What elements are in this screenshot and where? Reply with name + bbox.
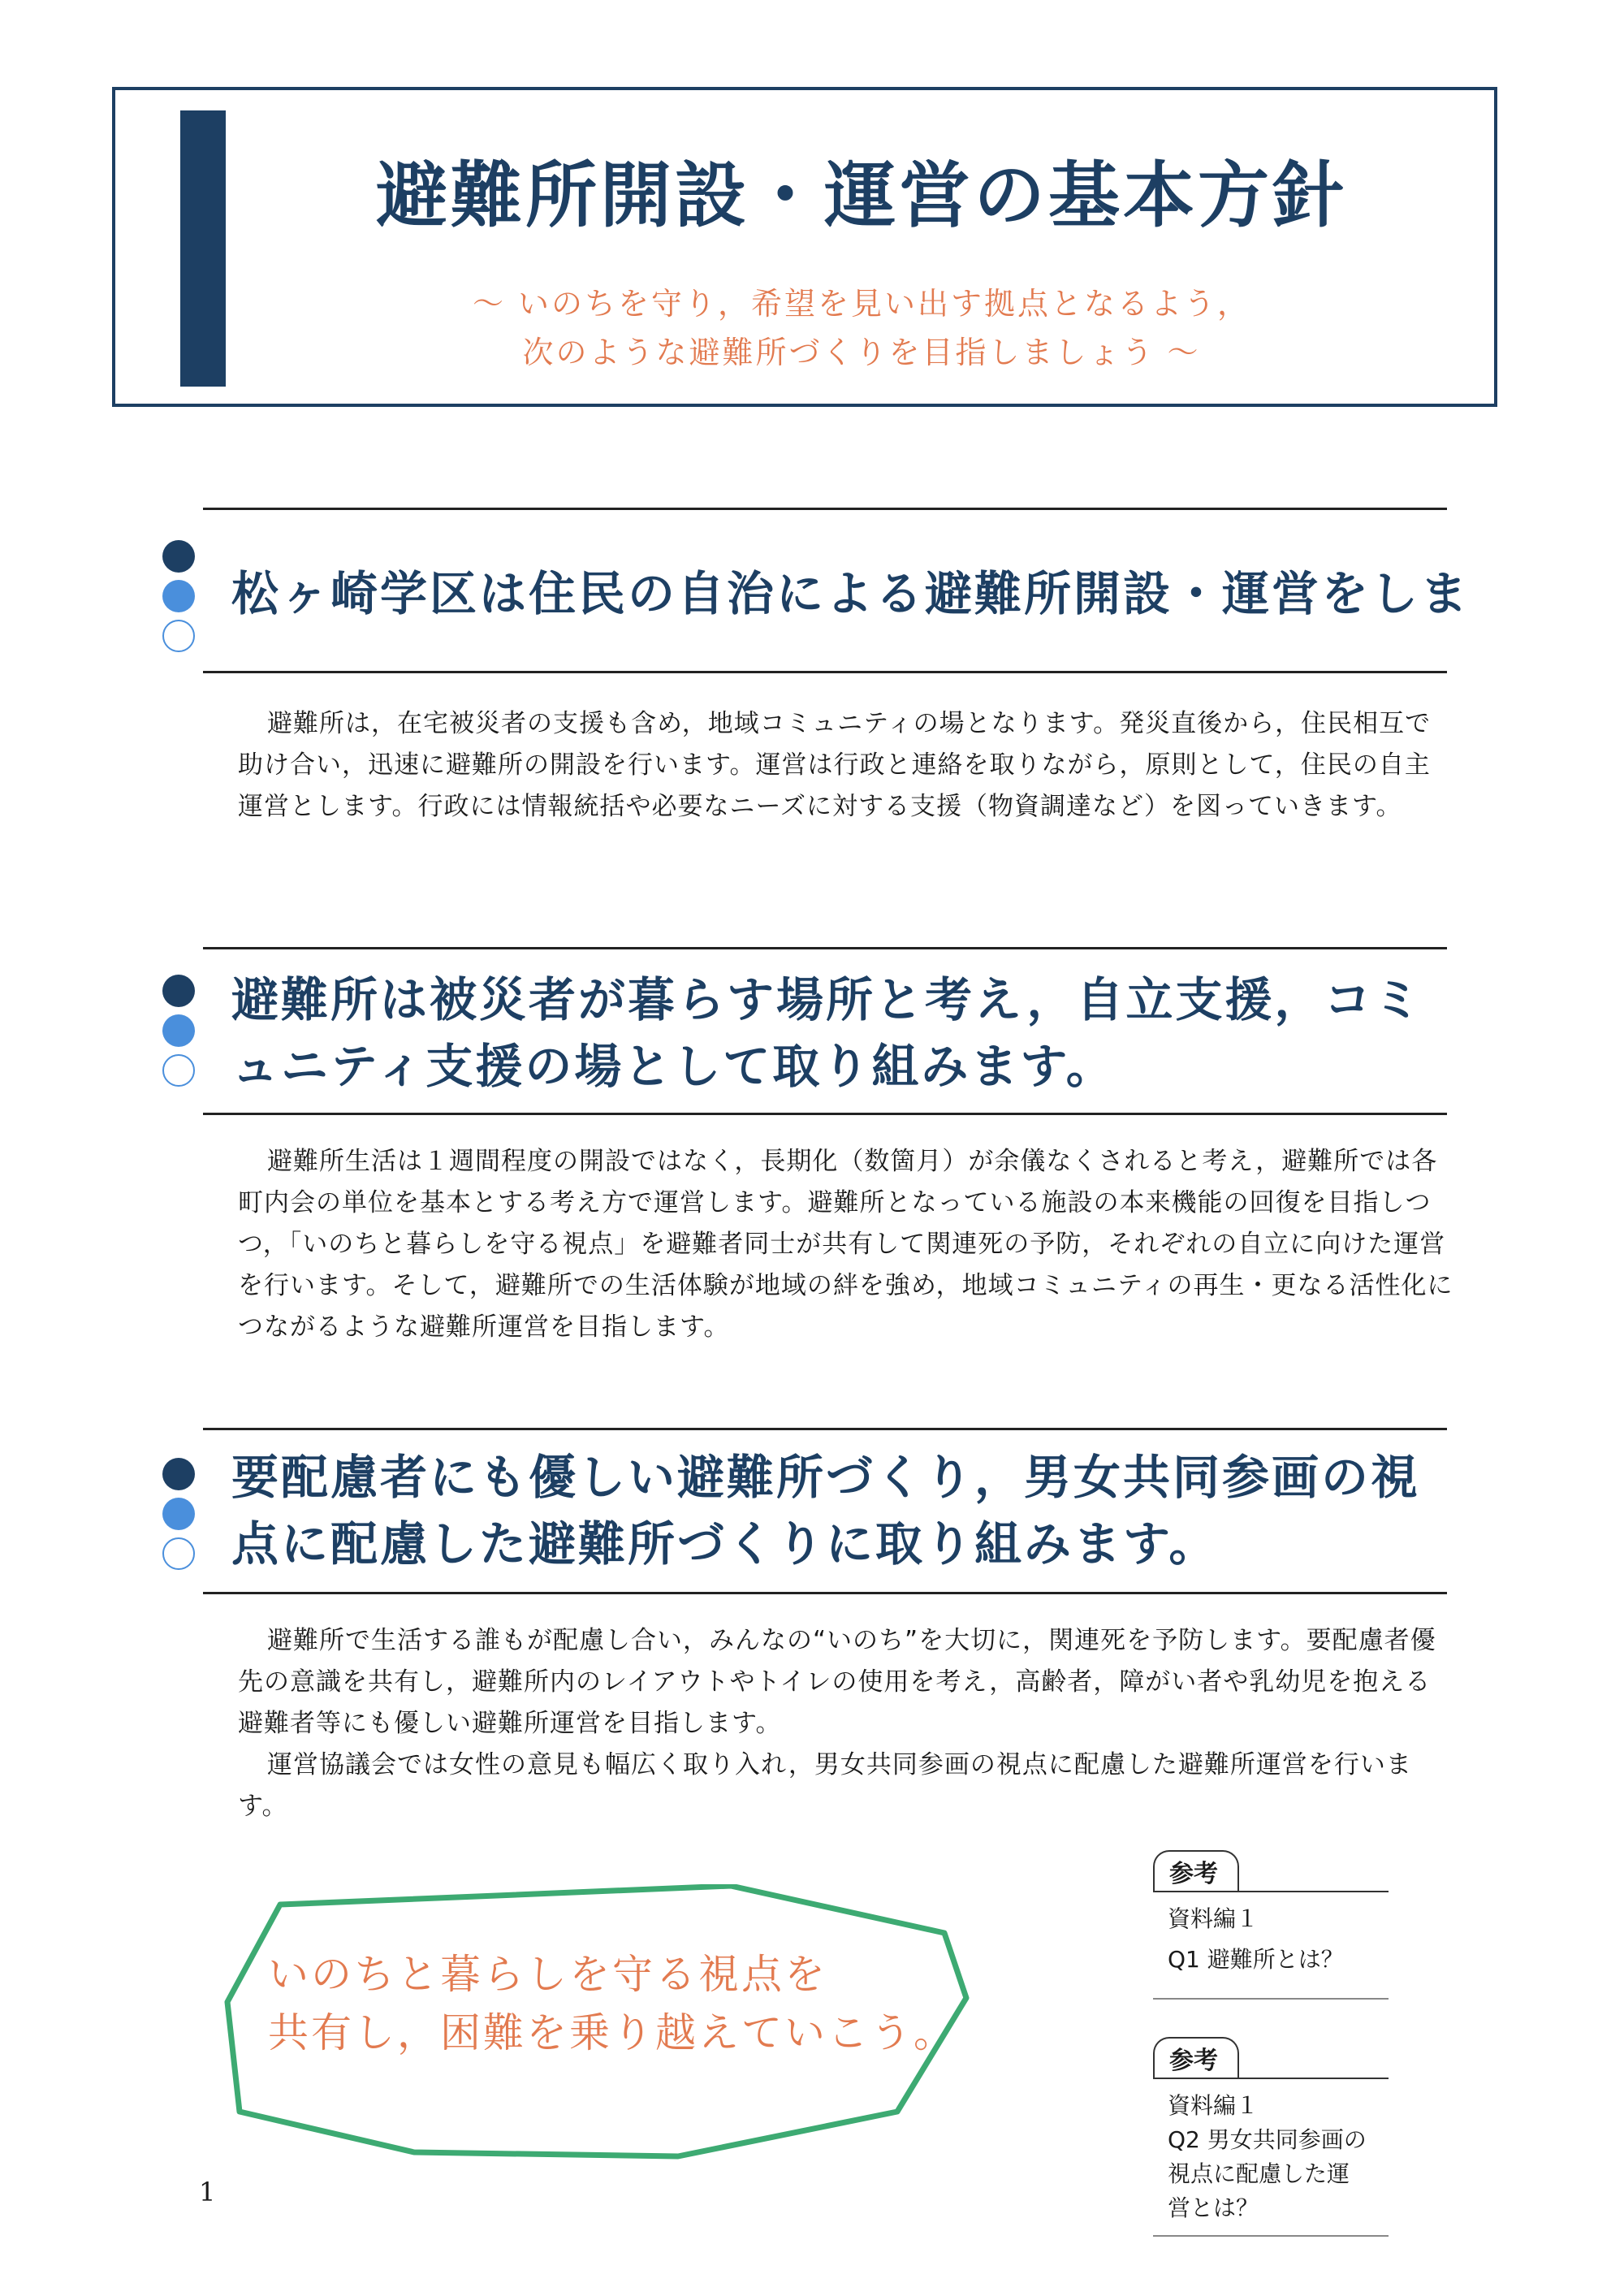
section-3-paragraph-2: 運営協議会では女性の意見も幅広く取り入れ，男女共同参画の視点に配慮した避難所運営を行います。 [238,1750,1412,1821]
subtitle-line-2: 次のような避難所づくりを目指しましょう 〜 [522,335,1201,370]
section-2-body [238,1141,1456,1348]
reference-text [1153,2089,1389,2225]
section-1-heading-line-1: 松ヶ崎学区は住民の自治による避難所開設・運営をしま [231,566,1471,621]
section-3-heading [231,1444,1498,1577]
reference-line: 営とは？ [1168,2194,1259,2221]
section-3-bullet-dots [162,1458,198,1577]
reference-tab: 参考 [1153,2037,1239,2078]
dot-blue-icon [162,1498,195,1530]
dot-blue-icon [162,580,195,612]
section-1-bullet-dots [162,540,198,659]
section-1-body [238,703,1456,828]
reference-line: Q2 男女共同参画の [1168,2126,1367,2153]
section-1-heading [231,560,1498,627]
title-box [112,87,1497,407]
section-2-heading [231,966,1498,1100]
section-1-bottom-rule [203,671,1447,673]
section-3-body [238,1620,1456,1827]
slogan-text [268,1945,983,2062]
section-2-heading-line-2: ュニティ支援の場として取り組みます。 [231,1039,1116,1094]
reference-bottom-rule [1153,2235,1389,2237]
section-3-paragraph-1: 避難所で生活する誰もが配慮し合い，みんなの“いのち”を大切に，関連死を予防します。要配慮者優先の意識を共有し，避難所内のレイアウトやトイレの使用を考え，高齢者，障がい者や乳幼児を抱える避難者等にも優しい避難所運営を目指します。 [238,1626,1436,1738]
section-2-heading-line-1: 避難所は被災者が暮らす場所と考え，自立支援，コミ [231,972,1423,1027]
page-number: 1 [199,2177,216,2207]
section-3-top-rule [203,1428,1447,1430]
subtitle-line-1: 〜 いのちを守り，希望を見い出す拠点となるよう， [472,286,1251,322]
section-2-paragraph: 避難所生活は１週間程度の開設ではなく，長期化（数箇月）が余儀なくされると考え，避難所では各町内会の単位を基本とする考え方で運営します。避難所となっている施設の本来機能の回復を目指しつつ，「いのちと暮らしを守る視点」を避難者同士が共有して関連死の予防，それぞれの自立に向けた運営を行います。そして，避難所での生活体験が地域の絆を強め，地域コミュニティの再生・更なる活性化につながるような避難所運営を目指します。 [238,1147,1453,1342]
reference-box-2 [1153,2037,1389,2237]
slogan-line-2: 共有し，困難を乗り越えていこう。 [268,2009,957,2056]
section-2-top-rule [203,947,1447,949]
reference-line: 視点に配慮した運 [1168,2160,1350,2187]
reference-line: Q1 避難所とは？ [1168,1946,1344,1973]
section-1-top-rule [203,508,1447,510]
reference-divider [1153,1891,1389,1892]
dot-navy-icon [162,975,195,1007]
reference-tab: 参考 [1153,1850,1239,1891]
reference-line: 資料編１ [1168,1905,1259,1932]
section-1-paragraph: 避難所は，在宅被災者の支援も含め，地域コミュニティの場となります。発災直後から，住民相互で助け合い，迅速に避難所の開設を行います。運営は行政と連絡を取りながら，原則として，住民の自主運営とします。行政には情報統括や必要なニーズに対する支援（物資調達など）を図っていきます。 [238,709,1432,821]
reference-line: 資料編１ [1168,2092,1259,2119]
dot-outline-icon [162,1537,195,1570]
section-3-bottom-rule [203,1592,1447,1594]
section-3-heading-line-1: 要配慮者にも優しい避難所づくり，男女共同参画の視 [231,1450,1421,1505]
slogan-line-1: いのちと暮らしを守る視点を [268,1951,827,1998]
dot-outline-icon [162,620,195,652]
dot-outline-icon [162,1054,195,1087]
section-2-bottom-rule [203,1113,1447,1115]
reference-box-1 [1153,1850,1389,2000]
section-3-heading-line-2: 点に配慮した避難所づくりに取り組みます。 [231,1516,1219,1572]
reference-text [1153,1902,1389,1977]
reference-divider [1153,2078,1389,2079]
page-title: 避難所開設・運営の基本方針 [375,153,1347,237]
title-accent-bar [180,110,226,387]
reference-bottom-rule [1153,1998,1389,2000]
dot-navy-icon [162,1458,195,1490]
dot-navy-icon [162,540,195,573]
section-2-bullet-dots [162,975,198,1094]
dot-blue-icon [162,1014,195,1047]
